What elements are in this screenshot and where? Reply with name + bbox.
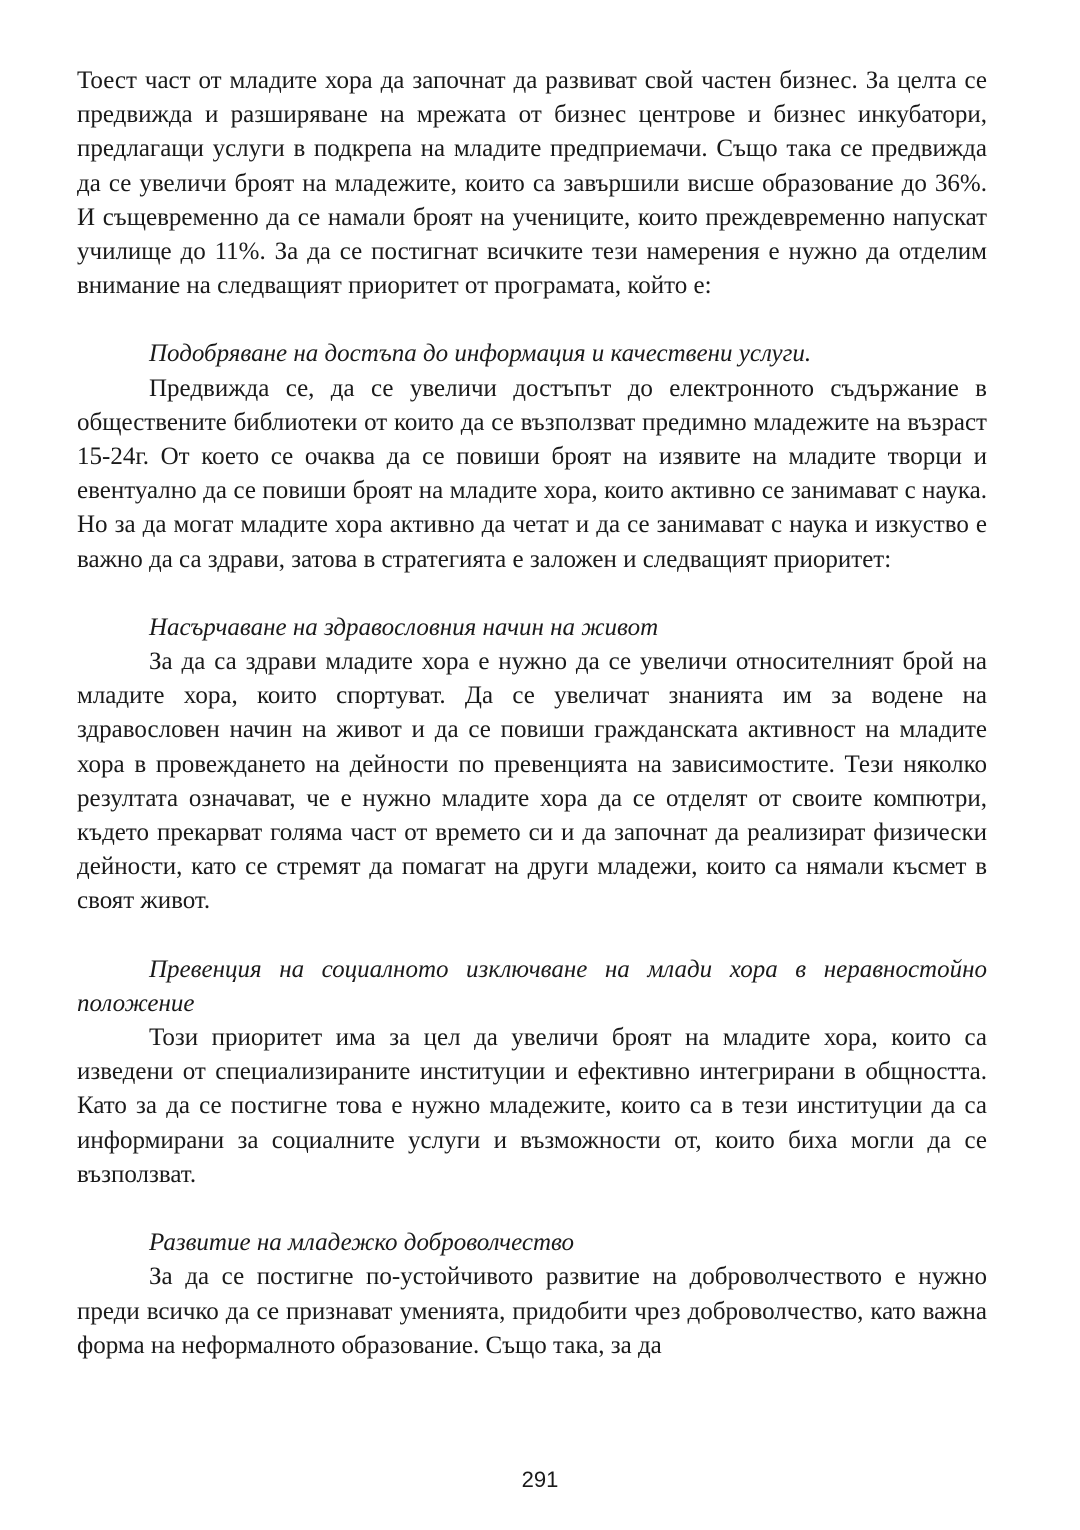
page-number: 291 (521, 1467, 559, 1492)
section-heading-access-to-information: Подобряване на достъпа до информация и качествени услуги. (149, 340, 812, 368)
document-page (77, 64, 987, 1363)
body-paragraph-1: Тоест част от младите хора да започнат да развиват свой частен бизнес. За целта се предвижда и разширяване на мрежата от бизнес центрове и бизнес инкубатори, предлагащи услуги в подкрепа на младите предприемачи. Също така се предвижда да се увеличи броят на младежите, които са завършили висше образование до 36%. И същевременно да се намали броят на учениците, които преждевременно напускат училище до 11%. За да се постигнат всичките тези намерения е нужно да отделим внимание на следващият приоритет от програмата, който е: (77, 67, 987, 300)
body-paragraph-3: За да са здрави младите хора е нужно да се увеличи относителният брой на младите хора, които спортуват. Да се увеличат знанията им за водене на здравословен начин на живот и да се повиши гражданската активност на младите хора в провеждането на дейности по превенцията на зависимостите. Тези няколко резултата означават, че е нужно младите хора да се отделят от своите компютри, където прекарват голяма част от времето си и да започнат да реализират физически дейности, като се стремят да помагат на други младежи, които са нямали късмет в своят живот. (77, 648, 987, 915)
section-heading-youth-volunteering: Развитие на младежко доброволчество (149, 1229, 575, 1257)
body-paragraph-5: За да се постигне по-устойчивото развитие на доброволчеството е нужно преди всичко да се признават уменията, придобити чрез доброволчество, като важна форма на неформалното образование. Също така, за да (77, 1263, 987, 1359)
body-paragraph-4: Този приоритет има за цел да увеличи броят на младите хора, които са изведени от специализираните институции и ефективно интегрирани в общността. Като за да се постигне това е нужно младежите, които са в тези институции да са информирани за социалните услуги и възможности от, които биха могли да се възползват. (77, 1024, 987, 1188)
section-heading-social-exclusion-prevention: Превенция на социалното изключване на млади хора в неравностойно положение (77, 955, 987, 1017)
section-heading-healthy-lifestyle: Насърчаване на здравословния начин на живот (149, 613, 659, 641)
body-paragraph-2: Предвижда се, да се увеличи достъпът до електронното съдържание в обществените библиотеки от които да се възползват предимно младежите на възраст 15-24г. От което се очаква да се повиши броят на изявите на младите творци и евентуално да се повиши броят на младите хора, които активно се занимават с наука. Но за да могат младите хора активно да четат и да се занимават с наука и изкуство е важно да са здрави, затова в стратегията е заложен и следващият приоритет: (77, 374, 987, 573)
